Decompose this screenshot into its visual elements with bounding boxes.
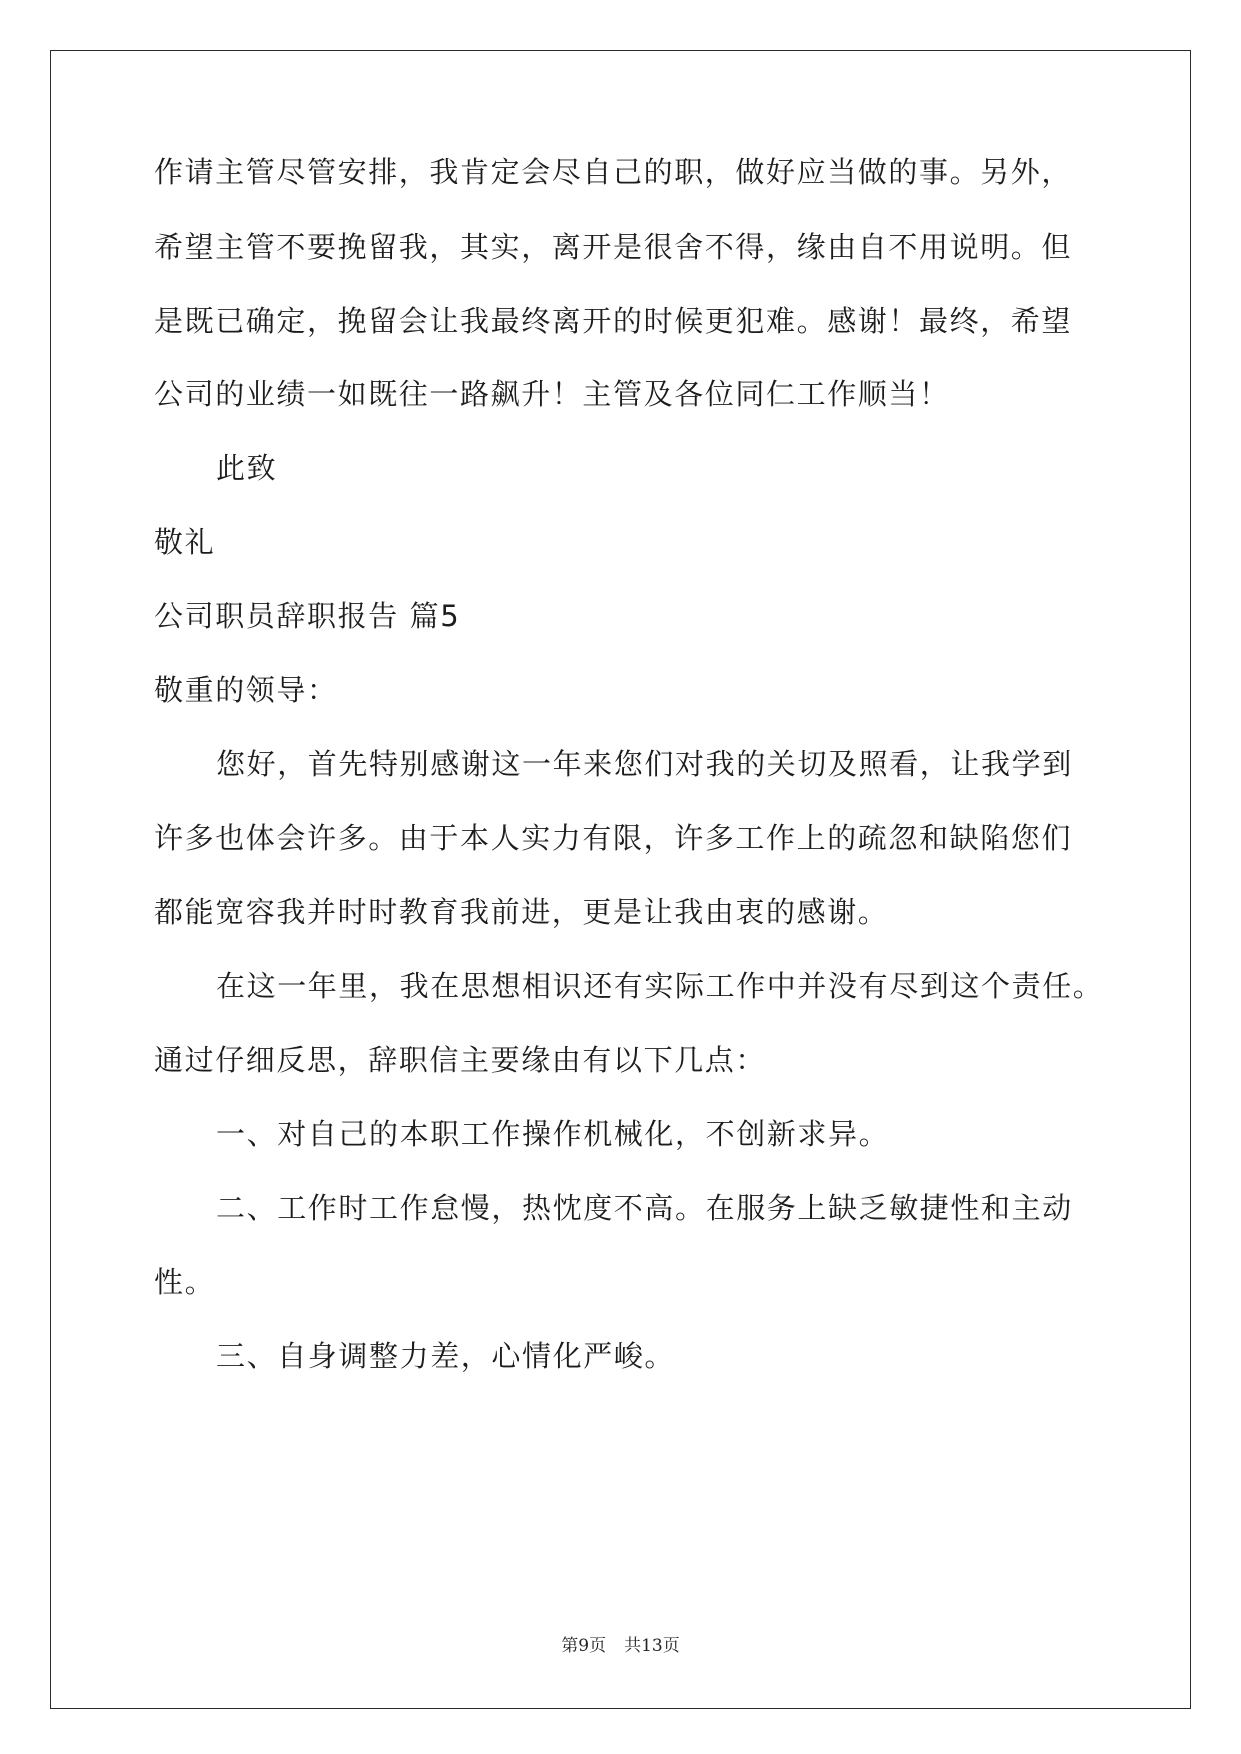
letter-greeting: 敬重的领导： (154, 673, 338, 707)
page-total: 共13页 (624, 1636, 680, 1656)
paragraph-line: 许多也体会许多。由于本人实力有限，许多工作上的疏忽和缺陷您们 (154, 821, 1073, 855)
page-border (50, 50, 1191, 1709)
list-item-continuation: 性。 (154, 1265, 216, 1299)
paragraph-line: 希望主管不要挽留我，其实，离开是很舍不得，缘由自不用说明。但 (154, 230, 1073, 264)
page-footer (0, 1631, 1241, 1656)
page-number: 第9页 (561, 1636, 607, 1656)
paragraph-line: 都能宽容我并时时教育我前进，更是让我由衷的感谢。 (154, 895, 889, 929)
paragraph-line: 在这一年里，我在思想相识还有实际工作中并没有尽到这个责任。 (216, 969, 1104, 1003)
list-item: 三、自身调整力差，心情化严峻。 (216, 1339, 676, 1373)
paragraph-line: 是既已确定，挽留会让我最终离开的时候更犯难。感谢！最终，希望 (154, 304, 1073, 338)
closing-phrase: 此致 (216, 451, 278, 485)
paragraph-line: 公司的业绩一如既往一路飙升！主管及各位同仁工作顺当！ (154, 377, 950, 411)
paragraph-line: 您好，首先特别感谢这一年来您们对我的关切及照看，让我学到 (216, 747, 1073, 781)
closing-salutation: 敬礼 (154, 525, 216, 559)
paragraph-line: 通过仔细反思，辞职信主要缘由有以下几点： (154, 1043, 767, 1077)
list-item: 一、对自己的本职工作操作机械化，不创新求异。 (216, 1117, 890, 1151)
paragraph-line: 作请主管尽管安排，我肯定会尽自己的职，做好应当做的事。另外， (154, 155, 1073, 189)
section-heading: 公司职员辞职报告 篇5 (154, 599, 461, 633)
list-item: 二、工作时工作怠慢，热忱度不高。在服务上缺乏敏捷性和主动 (216, 1191, 1073, 1225)
